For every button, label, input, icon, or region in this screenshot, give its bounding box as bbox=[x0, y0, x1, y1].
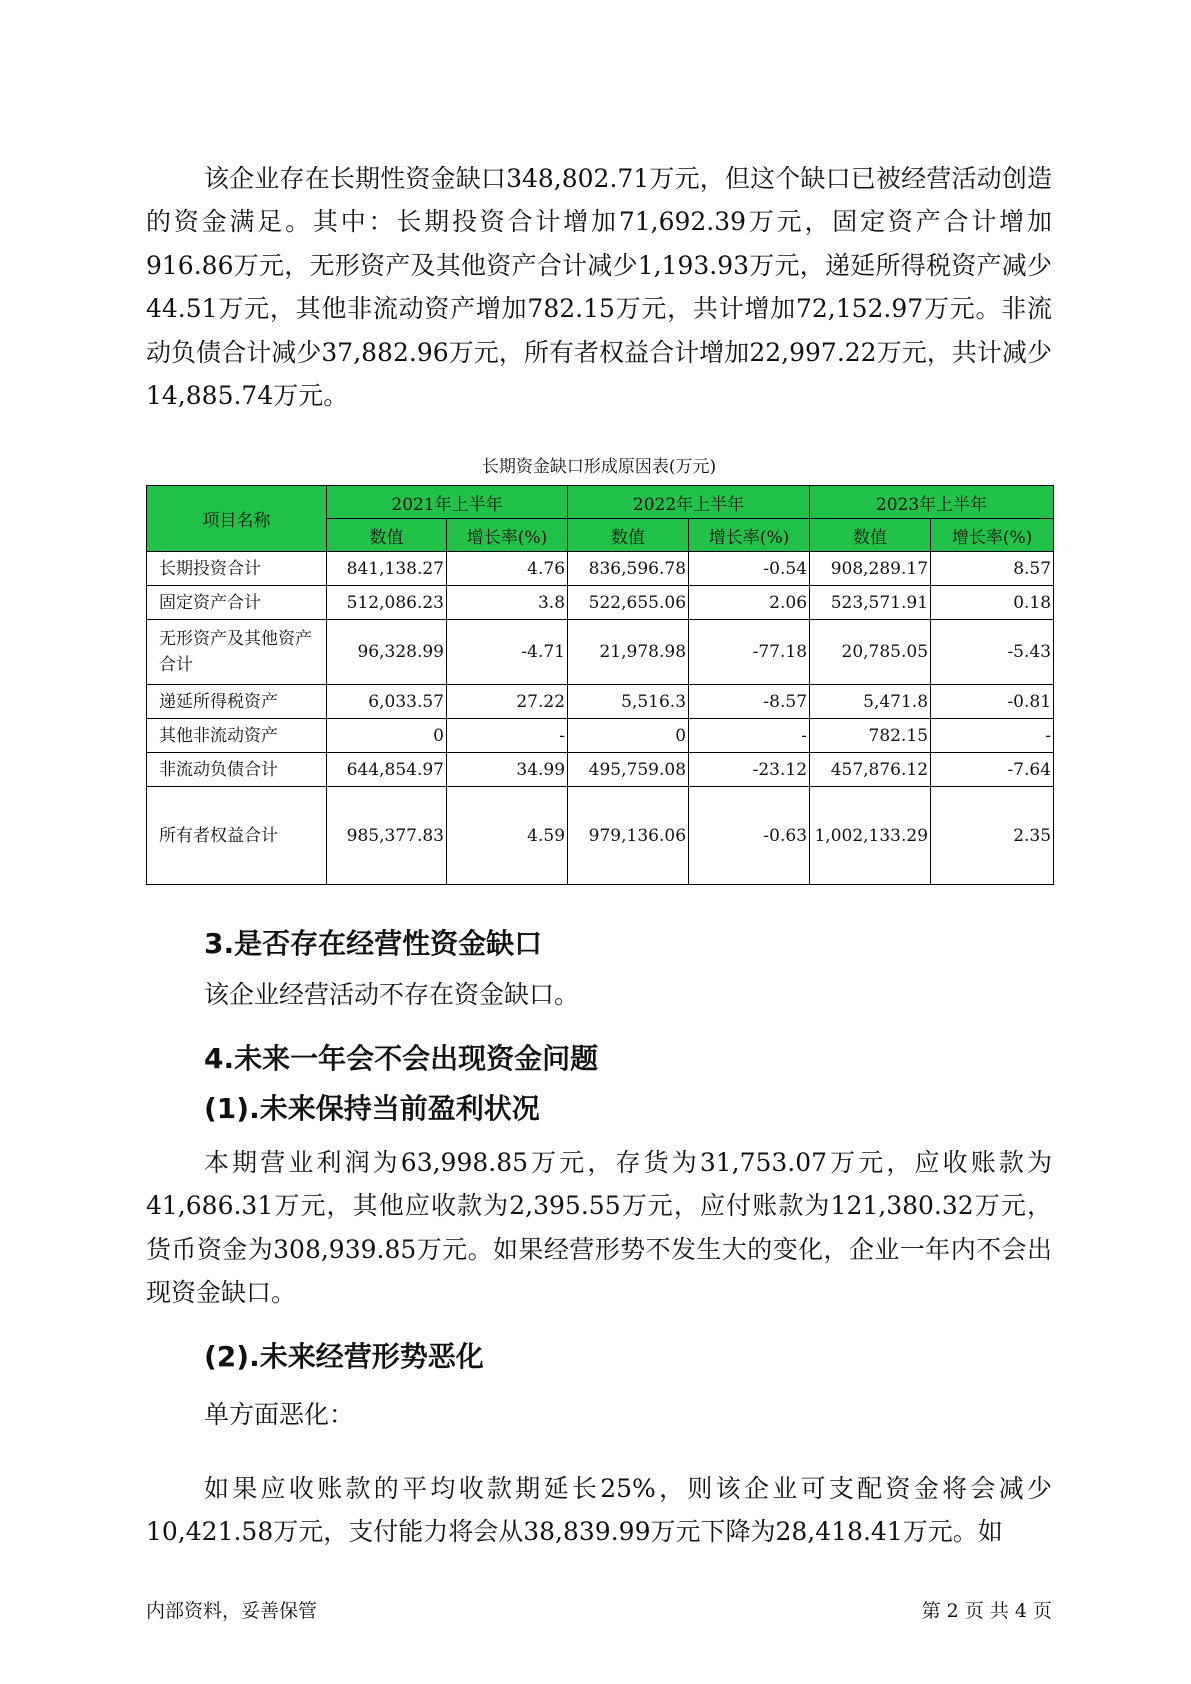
row-name: 递延所得税资产 bbox=[147, 685, 327, 719]
cell-value: 985,377.83 bbox=[327, 787, 447, 885]
paragraph-current-profit: 本期营业利润为63,998.85万元，存货为31,753.07万元，应收账款为41,686.31万元，其他应收款为2,395.55万元，应付账款为121,380.32万元，货币资金为308,939.85万元。如果经营形势不发生大的变化，企业一年内不会出现资金缺口。 bbox=[146, 1148, 1052, 1308]
cell-growth: -0.81 bbox=[931, 685, 1054, 719]
cell-value: 782.15 bbox=[810, 719, 931, 753]
cell-growth: -5.43 bbox=[931, 620, 1054, 685]
header-growth: 增长率(%) bbox=[931, 519, 1054, 552]
cell-growth: -4.71 bbox=[447, 620, 568, 685]
row-name: 无形资产及其他资产合计 bbox=[147, 620, 327, 685]
cell-value: 457,876.12 bbox=[810, 753, 931, 787]
cell-growth: -0.54 bbox=[689, 552, 810, 586]
cell-growth: 2.06 bbox=[689, 586, 810, 620]
cell-growth: - bbox=[689, 719, 810, 753]
row-name: 其他非流动资产 bbox=[147, 719, 327, 753]
cell-value: 5,471.8 bbox=[810, 685, 931, 719]
cell-value: 0 bbox=[568, 719, 689, 753]
cell-growth: -7.64 bbox=[931, 753, 1054, 787]
paragraph-operating-gap: 该企业经营活动不存在资金缺口。 bbox=[204, 980, 580, 1009]
heading-current-profit: (1).未来保持当前盈利状况 bbox=[204, 1092, 540, 1125]
cell-growth: -77.18 bbox=[689, 620, 810, 685]
header-growth: 增长率(%) bbox=[689, 519, 810, 552]
header-value: 数值 bbox=[810, 519, 931, 552]
table-caption: 长期资金缺口形成原因表(万元) bbox=[481, 457, 717, 477]
header-item-name: 项目名称 bbox=[147, 486, 327, 552]
cell-value: 1,002,133.29 bbox=[810, 787, 931, 885]
cell-growth: 0.18 bbox=[931, 586, 1054, 620]
table-row bbox=[147, 787, 1054, 885]
table-row bbox=[147, 552, 1054, 586]
cell-growth: -23.12 bbox=[689, 753, 810, 787]
heading-next-year: 4.未来一年会不会出现资金问题 bbox=[204, 1042, 599, 1075]
header-period-2021: 2021年上半年 bbox=[327, 486, 568, 519]
cell-growth: -8.57 bbox=[689, 685, 810, 719]
table-row bbox=[147, 719, 1054, 753]
cell-growth: 27.22 bbox=[447, 685, 568, 719]
cell-value: 21,978.98 bbox=[568, 620, 689, 685]
cell-value: 5,516.3 bbox=[568, 685, 689, 719]
table-row bbox=[147, 620, 1054, 685]
cell-growth: - bbox=[931, 719, 1054, 753]
paragraph-long-term-gap: 该企业存在长期性资金缺口348,802.71万元，但这个缺口已被经营活动创造的资金满足。其中：长期投资合计增加71,692.39万元，固定资产合计增加916.86万元，无形资产及其他资产合计减少1,193.93万元，递延所得税资产减少44.51万元，其他非流动资产增加782.15万元，共计增加72,152.97万元。非流动负债合计减少37,882.96万元，所有者权益合计增加22,997.22万元，共计减少14,885.74万元。 bbox=[146, 164, 1052, 411]
row-name: 所有者权益合计 bbox=[147, 787, 327, 885]
cell-growth: -0.63 bbox=[689, 787, 810, 885]
paragraph-one-sided: 单方面恶化： bbox=[204, 1400, 355, 1429]
cell-value: 522,655.06 bbox=[568, 586, 689, 620]
cell-growth: 2.35 bbox=[931, 787, 1054, 885]
cell-value: 841,138.27 bbox=[327, 552, 447, 586]
cell-value: 523,571.91 bbox=[810, 586, 931, 620]
cell-value: 96,328.99 bbox=[327, 620, 447, 685]
cell-value: 0 bbox=[327, 719, 447, 753]
cell-growth: - bbox=[447, 719, 568, 753]
table-row bbox=[147, 586, 1054, 620]
table-row bbox=[147, 685, 1054, 719]
cell-value: 6,033.57 bbox=[327, 685, 447, 719]
row-name: 长期投资合计 bbox=[147, 552, 327, 586]
cell-growth: 4.59 bbox=[447, 787, 568, 885]
cell-growth: 4.76 bbox=[447, 552, 568, 586]
cell-value: 908,289.17 bbox=[810, 552, 931, 586]
long-term-gap-table bbox=[146, 485, 1054, 885]
paragraph-receivables: 如果应收账款的平均收款期延长25%，则该企业可支配资金将会减少10,421.58万元，支付能力将会从38,839.99万元下降为28,418.41万元。如 bbox=[146, 1474, 1052, 1547]
cell-growth: 3.8 bbox=[447, 586, 568, 620]
heading-worsening: (2).未来经营形势恶化 bbox=[204, 1340, 484, 1373]
cell-value: 495,759.08 bbox=[568, 753, 689, 787]
cell-growth: 34.99 bbox=[447, 753, 568, 787]
row-name: 非流动负债合计 bbox=[147, 753, 327, 787]
header-growth: 增长率(%) bbox=[447, 519, 568, 552]
cell-value: 979,136.06 bbox=[568, 787, 689, 885]
row-name: 固定资产合计 bbox=[147, 586, 327, 620]
table-row bbox=[147, 753, 1054, 787]
header-value: 数值 bbox=[568, 519, 689, 552]
cell-value: 512,086.23 bbox=[327, 586, 447, 620]
cell-value: 20,785.05 bbox=[810, 620, 931, 685]
header-period-2022: 2022年上半年 bbox=[568, 486, 810, 519]
footer-page-number: 第 2 页 共 4 页 bbox=[921, 1600, 1052, 1622]
header-value: 数值 bbox=[327, 519, 447, 552]
cell-value: 644,854.97 bbox=[327, 753, 447, 787]
cell-value: 836,596.78 bbox=[568, 552, 689, 586]
heading-operating-gap: 3.是否存在经营性资金缺口 bbox=[204, 927, 543, 960]
cell-growth: 8.57 bbox=[931, 552, 1054, 586]
footer-confidential: 内部资料，妥善保管 bbox=[146, 1600, 318, 1622]
header-period-2023: 2023年上半年 bbox=[810, 486, 1054, 519]
